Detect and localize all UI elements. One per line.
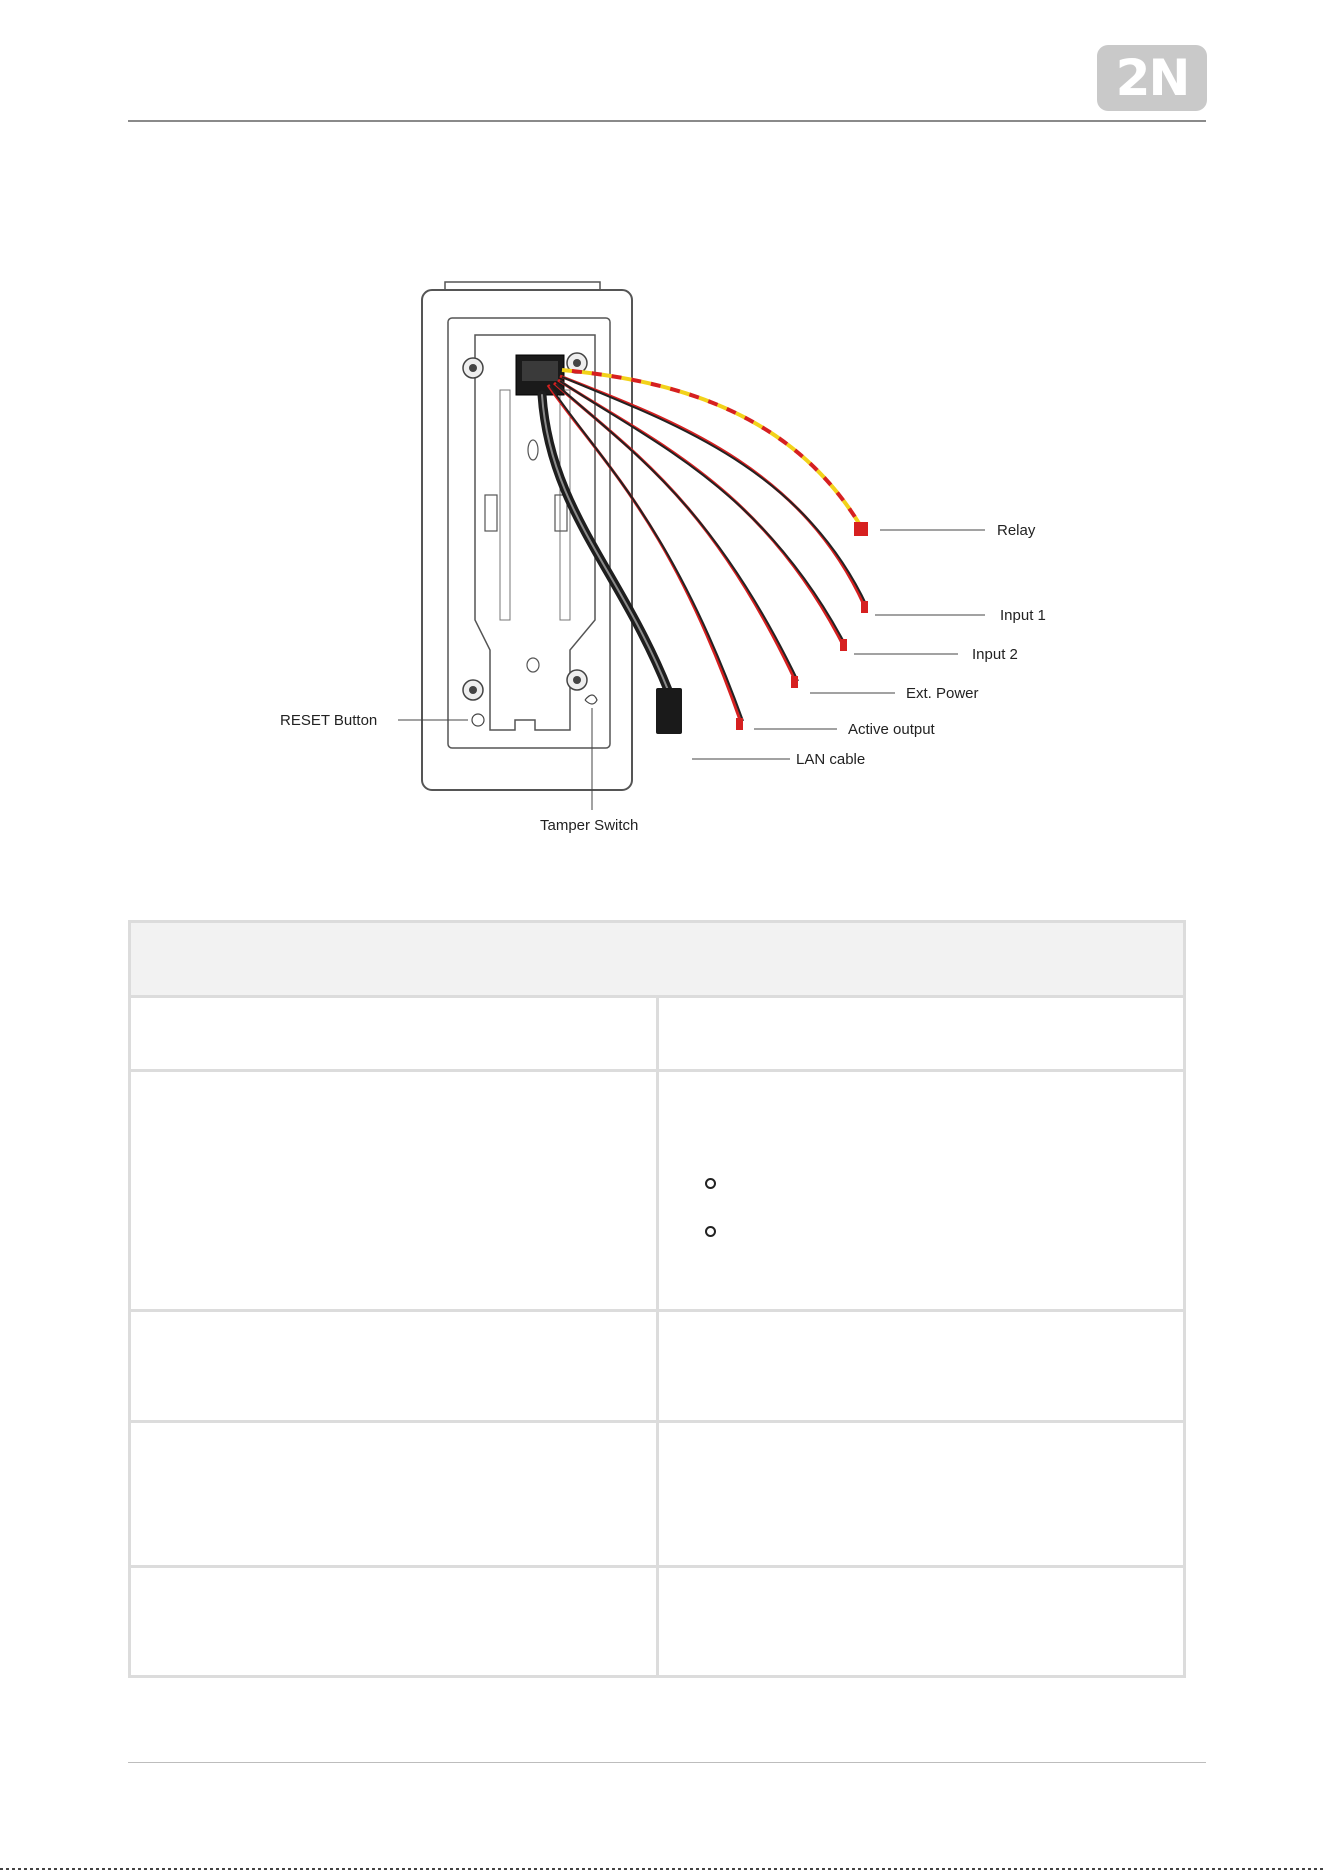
table-header-row <box>130 922 1185 997</box>
screw-bottom-right <box>567 670 587 690</box>
connection-table <box>128 920 1186 1678</box>
bullet-item <box>705 1222 1168 1270</box>
wiring-diagram <box>270 270 1060 850</box>
table-cell-label <box>130 1071 658 1311</box>
table-row <box>130 1422 1185 1567</box>
footer-rule <box>128 1762 1206 1763</box>
device-illustration <box>270 270 1060 850</box>
housing-top-lip <box>445 282 600 290</box>
relay-connector <box>854 522 868 536</box>
table-cell-label <box>130 997 658 1071</box>
label-ext-power: Ext. Power <box>906 685 979 702</box>
input2-tip <box>840 639 847 651</box>
label-reset-button: RESET Button <box>280 712 378 729</box>
screw-bottom-left <box>463 680 483 700</box>
table-cell-text <box>657 997 1185 1071</box>
label-tamper-switch: Tamper Switch <box>540 817 639 834</box>
lan-plug <box>656 688 682 734</box>
bullet-item <box>705 1174 1168 1222</box>
table-cell-label <box>130 1567 658 1677</box>
table-cell-label <box>130 1422 658 1567</box>
company-logo <box>1097 45 1207 111</box>
table-cell-text <box>657 1422 1185 1567</box>
bullet-list <box>705 1174 1168 1270</box>
screw-top-left <box>463 358 483 378</box>
header-rule <box>128 120 1206 122</box>
table-cell-label <box>130 1311 658 1422</box>
table-row <box>130 997 1185 1071</box>
label-relay: Relay <box>997 522 1036 539</box>
label-active-output: Active output <box>848 721 935 738</box>
input1-tip <box>861 601 868 613</box>
table-cell-text <box>657 1071 1185 1311</box>
connector-socket <box>522 361 558 381</box>
logo-text: 2N <box>1115 49 1189 107</box>
table-header-cell <box>130 922 1185 997</box>
active-output-tip <box>736 718 743 730</box>
footer-dotted-line <box>0 1868 1324 1870</box>
table-row <box>130 1311 1185 1422</box>
ext-power-tip <box>791 676 798 688</box>
label-input1: Input 1 <box>1000 607 1046 624</box>
label-input2: Input 2 <box>972 646 1018 663</box>
reset-button-icon <box>472 714 484 726</box>
label-lan-cable: LAN cable <box>796 751 866 768</box>
table-cell-text <box>657 1567 1185 1677</box>
table-row <box>130 1071 1185 1311</box>
table-row <box>130 1567 1185 1677</box>
table-cell-text <box>657 1311 1185 1422</box>
